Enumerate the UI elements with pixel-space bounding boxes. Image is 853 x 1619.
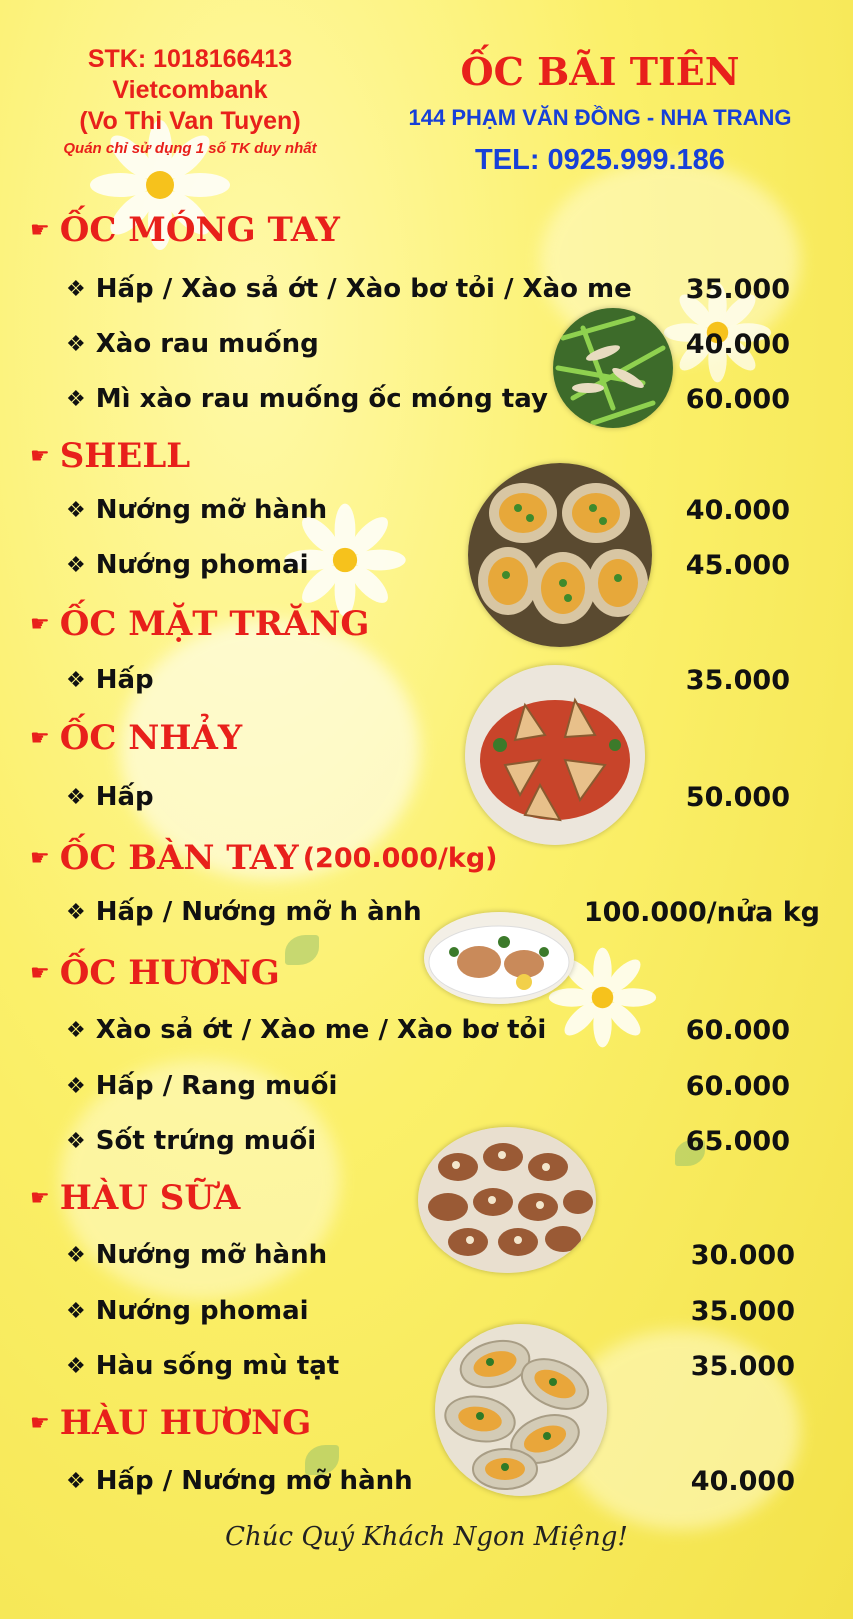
item-name: Sốt trứng muối <box>95 1126 317 1156</box>
item-name: Hấp <box>95 782 154 812</box>
menu-item <box>66 1296 309 1326</box>
item-price: 65.000 <box>685 1126 790 1157</box>
item-price: 35.000 <box>685 274 790 305</box>
diamond-bullet-icon: ❖ <box>66 276 86 302</box>
item-price: 45.000 <box>685 550 790 581</box>
pointing-hand-icon: ☛ <box>30 443 50 469</box>
diamond-bullet-icon: ❖ <box>66 1017 86 1043</box>
menu-item <box>66 274 632 304</box>
menu-item <box>66 550 309 580</box>
item-price: 50.000 <box>685 782 790 813</box>
item-name: Hấp / Nướng mỡ h ành <box>95 897 422 927</box>
item-price: 60.000 <box>685 1071 790 1102</box>
pointing-hand-icon: ☛ <box>30 1410 50 1436</box>
menu-item <box>66 1351 339 1381</box>
bank-name: Vietcombank <box>112 76 268 104</box>
diamond-bullet-icon: ❖ <box>66 1353 86 1379</box>
photo-oc-nhay <box>465 665 645 845</box>
item-name: Hấp / Nướng mỡ hành <box>95 1466 413 1496</box>
pointing-hand-icon: ☛ <box>30 845 50 871</box>
category-oc-ban-tay <box>30 838 498 878</box>
item-price: 40.000 <box>690 1466 795 1497</box>
menu-item <box>66 329 319 359</box>
menu-item <box>66 1240 327 1270</box>
item-name: Xào sả ớt / Xào me / Xào bơ tỏi <box>95 1015 547 1045</box>
shop-name: ỐC BÃI TIÊN <box>460 49 740 94</box>
menu-item <box>66 1126 316 1156</box>
category-title: ỐC MẶT TRĂNG <box>59 604 370 644</box>
category-price-note: (200.000/kg) <box>302 842 498 874</box>
shop-info <box>370 46 830 182</box>
diamond-bullet-icon: ❖ <box>66 667 86 693</box>
menu-item <box>66 1071 337 1101</box>
menu-item <box>66 1015 546 1045</box>
diamond-bullet-icon: ❖ <box>66 1242 86 1268</box>
item-name: Nướng mỡ hành <box>95 1240 328 1270</box>
category-title: SHELL <box>59 436 191 476</box>
category-title: ỐC BÀN TAY <box>59 838 299 878</box>
item-price: 60.000 <box>685 384 790 415</box>
category-hau-sua <box>30 1178 240 1218</box>
photo-oc-huong <box>418 1127 596 1273</box>
item-name: Mì xào rau muống ốc móng tay <box>95 384 548 414</box>
account-note: Quán chỉ sử dụng 1 số TK duy nhất <box>63 140 317 157</box>
pointing-hand-icon: ☛ <box>30 611 50 637</box>
item-name: Xào rau muống <box>95 329 319 359</box>
item-price: 35.000 <box>690 1351 795 1382</box>
item-price: 30.000 <box>690 1240 795 1271</box>
footer-greeting: Chúc Quý Khách Ngon Miệng! <box>225 1522 628 1552</box>
diamond-bullet-icon: ❖ <box>66 1468 86 1494</box>
category-hau-huong <box>30 1403 311 1443</box>
bank-info <box>20 44 360 161</box>
item-price: 100.000/nửa kg <box>583 897 820 928</box>
item-price: 35.000 <box>685 665 790 696</box>
diamond-bullet-icon: ❖ <box>66 497 86 523</box>
photo-hau-nuong <box>435 1324 607 1496</box>
category-oc-nhay <box>30 718 242 758</box>
item-price: 35.000 <box>690 1296 795 1327</box>
shop-address: 144 PHẠM VĂN ĐỒNG - NHA TRANG <box>408 105 792 130</box>
item-price: 60.000 <box>685 1015 790 1046</box>
category-title: ỐC NHẢY <box>59 718 243 758</box>
diamond-bullet-icon: ❖ <box>66 552 86 578</box>
item-name: Nướng phomai <box>95 550 309 580</box>
pointing-hand-icon: ☛ <box>30 725 50 751</box>
category-title: HÀU HƯƠNG <box>59 1403 312 1443</box>
item-name: Hàu sống mù tạt <box>95 1351 340 1381</box>
photo-oc-mong-tay-rau-muong <box>553 308 673 428</box>
pointing-hand-icon: ☛ <box>30 217 50 243</box>
menu-item <box>66 1466 413 1496</box>
category-shell <box>30 436 190 476</box>
diamond-bullet-icon: ❖ <box>66 386 86 412</box>
menu-item <box>66 897 422 927</box>
pointing-hand-icon: ☛ <box>30 960 50 986</box>
menu-item <box>66 665 154 695</box>
item-name: Nướng phomai <box>95 1296 309 1326</box>
menu-item <box>66 384 548 414</box>
diamond-bullet-icon: ❖ <box>66 1128 86 1154</box>
diamond-bullet-icon: ❖ <box>66 1298 86 1324</box>
diamond-bullet-icon: ❖ <box>66 1073 86 1099</box>
category-title: ỐC HƯƠNG <box>59 953 280 993</box>
category-oc-huong <box>30 953 280 993</box>
pointing-hand-icon: ☛ <box>30 1185 50 1211</box>
account-number: STK: 1018166413 <box>87 45 293 73</box>
item-price: 40.000 <box>685 329 790 360</box>
photo-oc-ban-tay <box>424 912 574 1004</box>
diamond-bullet-icon: ❖ <box>66 784 86 810</box>
category-title: ỐC MÓNG TAY <box>59 210 340 250</box>
item-name: Hấp / Xào sả ớt / Xào bơ tỏi / Xào me <box>95 274 632 304</box>
item-name: Hấp / Rang muối <box>95 1071 338 1101</box>
item-name: Hấp <box>95 665 154 695</box>
item-name: Nướng mỡ hành <box>95 495 328 525</box>
category-oc-mat-trang <box>30 604 369 644</box>
item-price: 40.000 <box>685 495 790 526</box>
shop-phone: TEL: 0925.999.186 <box>475 144 725 176</box>
photo-shell-nuong <box>468 463 652 647</box>
category-title: HÀU SỮA <box>59 1178 241 1218</box>
category-oc-mong-tay <box>30 210 340 250</box>
account-holder: (Vo Thi Van Tuyen) <box>79 107 301 135</box>
menu-item <box>66 495 327 525</box>
diamond-bullet-icon: ❖ <box>66 331 86 357</box>
leaf-decoration <box>285 935 319 965</box>
menu-item <box>66 782 154 812</box>
diamond-bullet-icon: ❖ <box>66 899 86 925</box>
